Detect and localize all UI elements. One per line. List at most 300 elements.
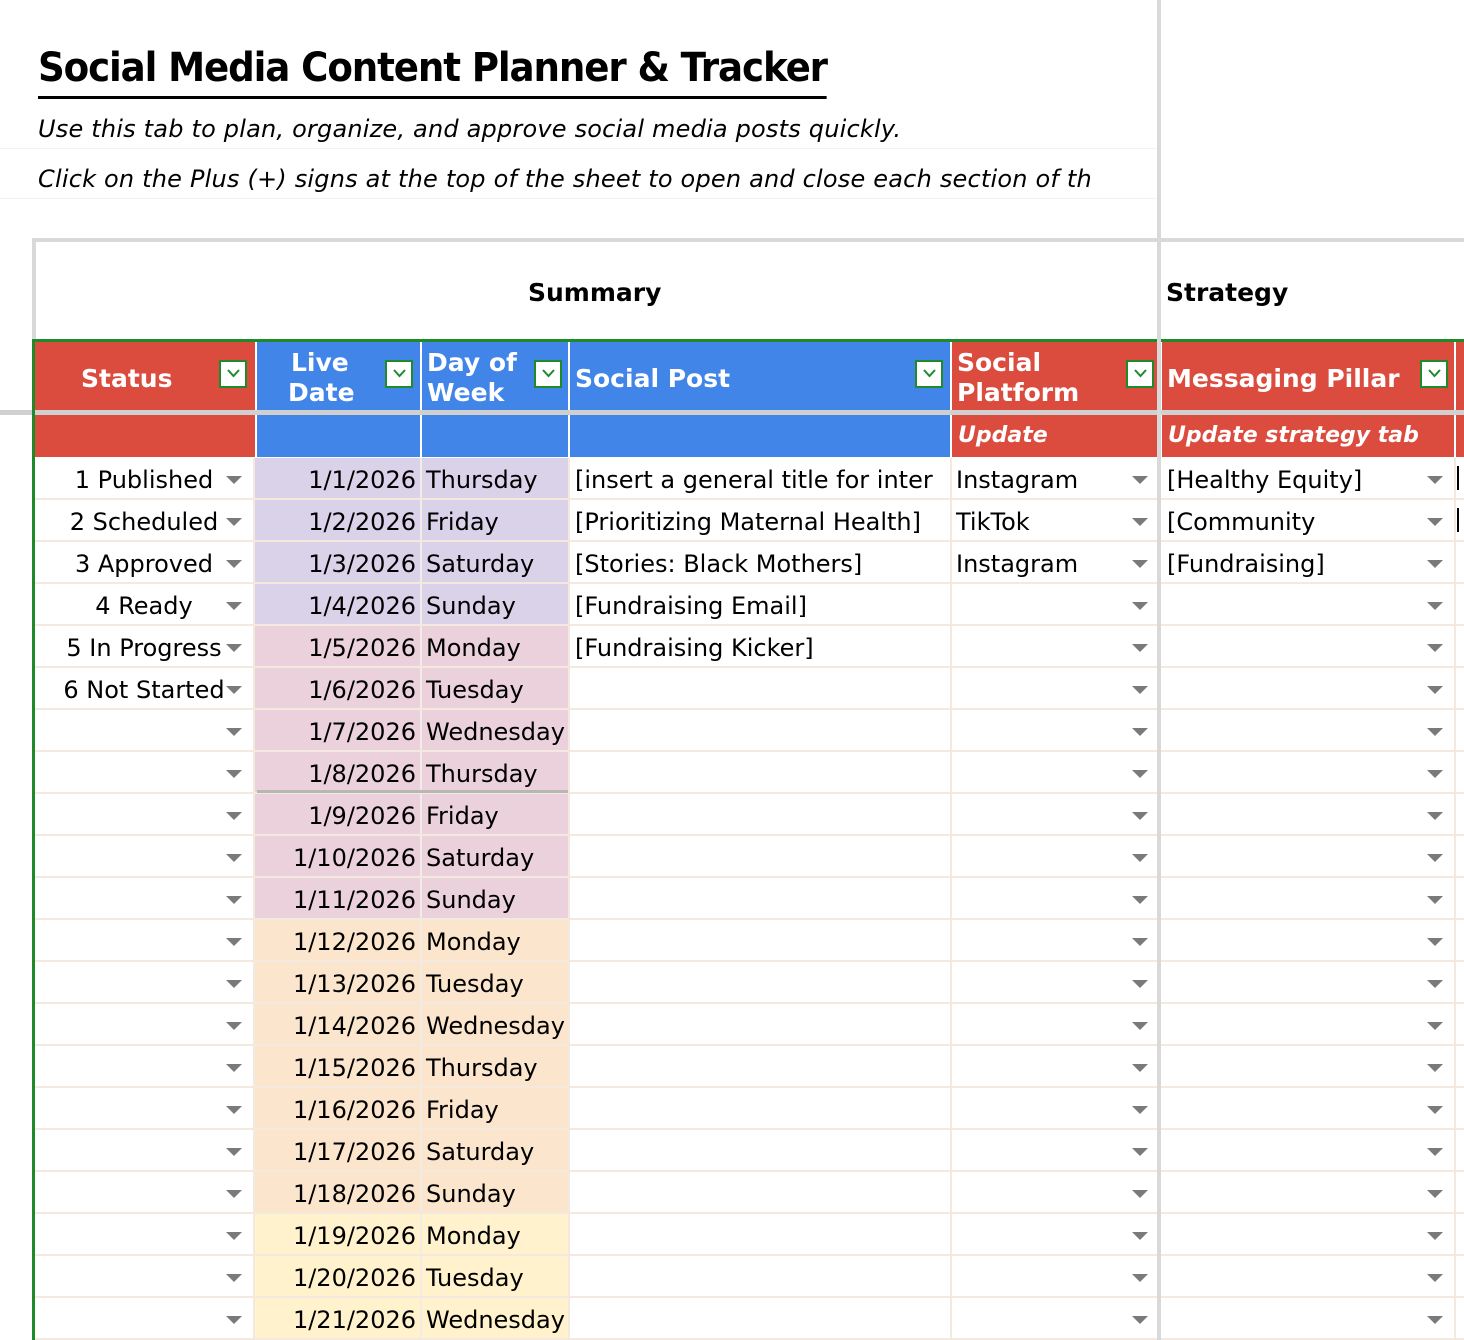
column-divider [950,542,952,584]
dropdown-arrow-icon[interactable] [1427,560,1443,568]
social-platform-cell[interactable] [952,458,1157,498]
dropdown-arrow-icon[interactable] [226,518,242,526]
status-cell[interactable] [35,1130,253,1170]
column-divider [950,710,952,752]
live-date-cell[interactable]: 1/12/2026 [255,920,420,960]
column-divider [253,1214,255,1256]
social-post-cell[interactable] [570,962,950,1002]
dropdown-arrow-icon[interactable] [1132,1106,1148,1114]
column-divider [420,1130,422,1172]
dropdown-arrow-icon[interactable] [1132,1274,1148,1282]
table-row [35,752,1464,794]
dropdown-arrow-icon[interactable] [226,728,242,736]
dropdown-arrow-icon[interactable] [1427,1190,1443,1198]
status-cell[interactable] [35,626,253,666]
dropdown-arrow-icon[interactable] [1427,1316,1443,1324]
day-of-week-cell[interactable]: Wednesday [422,1298,568,1338]
day-of-week-cell[interactable]: Sunday [422,584,568,624]
column-header-label: Day of [427,348,517,377]
messaging-pillar-cell[interactable] [1163,1256,1453,1296]
dropdown-arrow-icon[interactable] [1132,812,1148,820]
dropdown-arrow-icon[interactable] [1427,896,1443,904]
day-of-week-cell[interactable]: Sunday [422,1172,568,1212]
status-cell[interactable] [35,752,253,792]
column-divider [420,668,422,710]
table-row [35,1046,1464,1088]
dropdown-arrow-icon[interactable] [1427,686,1443,694]
status-cell[interactable] [35,668,253,708]
next-column-cell[interactable] [1457,542,1464,582]
dropdown-arrow-icon[interactable] [1132,1232,1148,1240]
column-divider [253,668,255,710]
table-row [35,920,1464,962]
dropdown-arrow-icon[interactable] [1132,980,1148,988]
dropdown-arrow-icon[interactable] [1427,476,1443,484]
column-divider [420,1214,422,1256]
status-cell[interactable] [35,1004,253,1044]
social-platform-cell[interactable] [952,1298,1157,1338]
dropdown-arrow-icon[interactable] [1132,854,1148,862]
messaging-pillar-cell[interactable] [1163,710,1453,750]
day-of-week-cell[interactable]: Tuesday [422,962,568,1002]
column-divider [568,1130,570,1172]
day-of-week-cell[interactable]: Thursday [422,1046,568,1086]
day-of-week-cell[interactable]: Wednesday [422,1004,568,1044]
filter-button-day-of-week[interactable] [534,360,562,388]
status-value: 4 Ready [95,592,193,620]
social-post-cell[interactable] [570,1088,950,1128]
day-of-week-cell[interactable]: Saturday [422,542,568,582]
day-of-week-cell[interactable]: Monday [422,626,568,666]
messaging-pillar-cell[interactable] [1163,878,1453,918]
status-cell[interactable] [35,500,253,540]
column-header-next-partial [1456,342,1464,410]
next-column-cell[interactable] [1457,1088,1464,1128]
status-value: 2 Scheduled [69,508,219,536]
column-divider [950,1130,952,1172]
next-column-cell[interactable] [1457,500,1464,540]
social-post-cell[interactable] [570,668,950,708]
filter-button-status[interactable] [219,360,247,388]
dropdown-arrow-icon[interactable] [1132,1064,1148,1072]
next-column-cell[interactable] [1457,962,1464,1002]
dropdown-arrow-icon[interactable] [226,602,242,610]
live-date-cell[interactable]: 1/2/2026 [255,500,420,540]
social-post-cell[interactable] [570,836,950,876]
dropdown-arrow-icon[interactable] [1132,896,1148,904]
column-divider [420,962,422,1004]
social-post-cell[interactable] [570,1046,950,1086]
day-of-week-cell[interactable]: Friday [422,1088,568,1128]
day-of-week-cell[interactable]: Friday [422,500,568,540]
dropdown-arrow-icon[interactable] [226,812,242,820]
social-post-cell[interactable] [570,1172,950,1212]
social-post-cell[interactable]: [Stories: Black Mothers] [575,550,863,578]
live-date-cell[interactable]: 1/7/2026 [255,710,420,750]
column-divider [568,794,570,836]
dropdown-arrow-icon[interactable] [1427,938,1443,946]
social-platform-cell[interactable] [952,542,1157,582]
column-divider [950,878,952,920]
table-row [35,794,1464,836]
column-divider [568,710,570,752]
group-label-summary: Summary [528,278,662,307]
status-cell[interactable] [35,458,253,498]
day-of-week-cell[interactable]: Friday [422,794,568,834]
day-of-week-cell[interactable]: Sunday [422,878,568,918]
social-post-cell[interactable] [570,878,950,918]
live-date-cell[interactable]: 1/10/2026 [255,836,420,876]
next-column-cell[interactable] [1457,1298,1464,1338]
day-of-week-cell[interactable]: Monday [422,1214,568,1254]
next-column-cell[interactable] [1457,1172,1464,1212]
dropdown-arrow-icon[interactable] [1132,518,1148,526]
table-row [35,542,1464,584]
column-divider [1454,626,1456,668]
truncated-text-mark [1457,508,1459,532]
messaging-pillar-cell[interactable] [1163,1046,1453,1086]
social-platform-cell[interactable] [952,626,1157,666]
messaging-pillar-cell[interactable] [1163,584,1453,624]
dropdown-arrow-icon[interactable] [226,1148,242,1156]
social-platform-cell[interactable] [952,1004,1157,1044]
column-divider [950,1256,952,1298]
messaging-pillar-cell[interactable] [1163,836,1453,876]
next-column-cell[interactable] [1457,1256,1464,1296]
status-cell[interactable] [35,1088,253,1128]
filter-button-live-date[interactable] [385,360,413,388]
messaging-pillar-cell[interactable] [1163,794,1453,834]
filter-button-social-post[interactable] [915,360,943,388]
dropdown-arrow-icon[interactable] [1427,1106,1443,1114]
dropdown-arrow-icon[interactable] [1132,1148,1148,1156]
dropdown-arrow-icon[interactable] [1427,1274,1443,1282]
subheader-next-partial [1456,415,1464,457]
social-platform-cell[interactable] [952,1214,1157,1254]
live-date-cell[interactable]: 1/13/2026 [255,962,420,1002]
dropdown-arrow-icon[interactable] [226,1232,242,1240]
column-divider [1454,920,1456,962]
table-row [35,626,1464,668]
next-column-cell[interactable] [1457,1130,1464,1170]
status-cell[interactable] [35,1214,253,1254]
social-post-cell[interactable] [570,1130,950,1170]
status-cell[interactable] [35,836,253,876]
live-date-cell[interactable]: 1/21/2026 [255,1298,420,1338]
chevron-down-icon [1134,369,1147,378]
filter-button-messaging-pillar[interactable] [1420,360,1448,388]
chevron-down-icon [1428,369,1441,378]
dropdown-arrow-icon[interactable] [1132,686,1148,694]
live-date-cell[interactable]: 1/1/2026 [255,458,420,498]
messaging-pillar-cell[interactable] [1163,458,1453,498]
next-column-cell[interactable] [1457,626,1464,666]
column-divider [1454,1256,1456,1298]
social-post-cell[interactable] [570,752,950,792]
status-cell[interactable] [35,710,253,750]
social-post-cell[interactable]: [Prioritizing Maternal Health] [575,508,922,536]
dropdown-arrow-icon[interactable] [226,896,242,904]
status-cell[interactable] [35,1298,253,1338]
dropdown-arrow-icon[interactable] [1427,644,1443,652]
next-column-cell[interactable] [1457,794,1464,834]
column-divider [568,962,570,1004]
messaging-pillar-cell[interactable] [1163,752,1453,792]
live-date-cell[interactable]: 1/17/2026 [255,1130,420,1170]
social-post-cell[interactable] [570,710,950,750]
column-divider [568,458,570,500]
dropdown-arrow-icon[interactable] [1427,770,1443,778]
column-divider [253,1130,255,1172]
messaging-pillar-cell[interactable] [1163,1088,1453,1128]
next-column-cell[interactable] [1457,1214,1464,1254]
day-of-week-cell[interactable]: Saturday [422,836,568,876]
truncated-text-mark [1457,466,1459,490]
live-date-cell[interactable]: 1/11/2026 [255,878,420,918]
social-post-cell[interactable] [570,920,950,960]
column-divider [950,920,952,962]
day-of-week-cell[interactable]: Tuesday [422,1256,568,1296]
messaging-pillar-cell[interactable] [1163,1130,1453,1170]
messaging-pillar-cell[interactable] [1163,1214,1453,1254]
column-divider [1454,1298,1456,1340]
chevron-down-icon [227,369,240,378]
column-divider [1454,1130,1456,1172]
next-column-cell[interactable] [1457,668,1464,708]
social-platform-cell[interactable] [952,752,1157,792]
column-divider [1454,794,1456,836]
next-column-cell[interactable] [1457,1004,1464,1044]
platform-value: Instagram [956,550,1079,578]
dropdown-arrow-icon[interactable] [226,1022,242,1030]
dropdown-arrow-icon[interactable] [226,476,242,484]
status-value: 5 In Progress [66,634,222,662]
dropdown-arrow-icon[interactable] [1427,602,1443,610]
column-divider [950,626,952,668]
platform-value: TikTok [956,508,1030,536]
dropdown-arrow-icon[interactable] [1132,938,1148,946]
social-platform-cell[interactable] [952,962,1157,1002]
dropdown-arrow-icon[interactable] [226,854,242,862]
next-column-cell[interactable] [1457,710,1464,750]
social-post-cell[interactable] [570,1256,950,1296]
status-cell[interactable] [35,794,253,834]
live-date-cell[interactable]: 1/5/2026 [255,626,420,666]
day-of-week-cell[interactable]: Saturday [422,1130,568,1170]
day-of-week-cell[interactable]: Thursday [422,752,568,792]
social-platform-cell[interactable] [952,710,1157,750]
live-date-cell[interactable]: 1/16/2026 [255,1088,420,1128]
column-header-social-post [570,342,950,410]
messaging-pillar-cell[interactable] [1163,1172,1453,1212]
column-divider [253,1004,255,1046]
status-cell[interactable] [35,962,253,1002]
dropdown-arrow-icon[interactable] [226,1190,242,1198]
social-post-cell[interactable] [570,1214,950,1254]
selection-border-left [32,339,35,1340]
live-date-cell[interactable]: 1/18/2026 [255,1172,420,1212]
gridline [0,148,1160,149]
column-divider [420,542,422,584]
social-post-cell[interactable]: [insert a general title for inter [575,466,933,494]
dropdown-arrow-icon[interactable] [1132,476,1148,484]
messaging-pillar-cell[interactable] [1163,1004,1453,1044]
next-column-cell[interactable] [1457,752,1464,792]
status-cell[interactable] [35,542,253,582]
social-post-cell[interactable] [570,1298,950,1338]
table-row [35,962,1464,1004]
messaging-pillar-cell[interactable] [1163,626,1453,666]
status-cell[interactable] [35,920,253,960]
column-divider [568,836,570,878]
status-cell[interactable] [35,1172,253,1212]
social-platform-cell[interactable] [952,878,1157,918]
live-date-cell[interactable]: 1/9/2026 [255,794,420,834]
next-column-cell[interactable] [1457,878,1464,918]
dropdown-arrow-icon[interactable] [1132,1190,1148,1198]
dropdown-arrow-icon[interactable] [226,770,242,778]
dropdown-arrow-icon[interactable] [226,1106,242,1114]
column-divider [950,1214,952,1256]
column-divider [950,1298,952,1340]
dropdown-arrow-icon[interactable] [1132,1316,1148,1324]
dropdown-arrow-icon[interactable] [1427,854,1443,862]
live-date-cell[interactable]: 1/14/2026 [255,1004,420,1044]
social-platform-cell[interactable] [952,1130,1157,1170]
day-of-week-cell[interactable]: Tuesday [422,668,568,708]
social-platform-cell[interactable] [952,1172,1157,1212]
social-post-cell[interactable] [570,1004,950,1044]
table-row [35,668,1464,710]
column-divider [1454,752,1456,794]
column-divider [568,1088,570,1130]
messaging-pillar-cell[interactable] [1163,542,1453,582]
table-row [35,1298,1464,1340]
chevron-down-icon [923,369,936,378]
instruction-text-2: Click on the Plus (+) signs at the top of the sheet to open and close each section of th [38,165,1092,193]
dropdown-arrow-icon[interactable] [226,686,242,694]
dropdown-arrow-icon[interactable] [1427,1064,1443,1072]
social-platform-cell[interactable] [952,920,1157,960]
social-platform-cell[interactable] [952,836,1157,876]
social-platform-cell[interactable] [952,1256,1157,1296]
dropdown-arrow-icon[interactable] [1132,770,1148,778]
dropdown-arrow-icon[interactable] [1427,1148,1443,1156]
dropdown-arrow-icon[interactable] [226,1274,242,1282]
next-column-cell[interactable] [1457,584,1464,624]
status-cell[interactable] [35,584,253,624]
table-row [35,1130,1464,1172]
table-row [35,1214,1464,1256]
dropdown-arrow-icon[interactable] [1132,1022,1148,1030]
social-post-cell[interactable]: [Fundraising Email] [575,592,807,620]
next-column-cell[interactable] [1457,1046,1464,1086]
column-divider [420,584,422,626]
sheet-title: Social Media Content Planner & Tracker [38,40,827,99]
column-divider [420,1046,422,1088]
live-date-cell[interactable]: 1/19/2026 [255,1214,420,1254]
social-platform-cell[interactable] [952,1046,1157,1086]
dropdown-arrow-icon[interactable] [1427,728,1443,736]
live-date-cell[interactable]: 1/6/2026 [255,668,420,708]
column-divider [568,584,570,626]
dropdown-arrow-icon[interactable] [1132,728,1148,736]
column-divider [568,1046,570,1088]
dropdown-arrow-icon[interactable] [1132,644,1148,652]
column-divider [253,1256,255,1298]
live-date-cell[interactable]: 1/3/2026 [255,542,420,582]
dropdown-arrow-icon[interactable] [1427,812,1443,820]
messaging-pillar-cell[interactable] [1163,920,1453,960]
dropdown-arrow-icon[interactable] [226,560,242,568]
dropdown-arrow-icon[interactable] [1132,560,1148,568]
column-divider [253,500,255,542]
column-divider [420,794,422,836]
social-post-cell[interactable]: [Fundraising Kicker] [575,634,814,662]
table-row [35,1088,1464,1130]
messaging-pillar-cell[interactable] [1163,962,1453,1002]
live-date-cell[interactable]: 1/15/2026 [255,1046,420,1086]
social-platform-cell[interactable] [952,1088,1157,1128]
dropdown-arrow-icon[interactable] [1132,602,1148,610]
column-divider [253,710,255,752]
dropdown-arrow-icon[interactable] [226,1064,242,1072]
column-header-label: Platform [957,378,1080,407]
dropdown-arrow-icon[interactable] [226,1316,242,1324]
dropdown-arrow-icon[interactable] [226,644,242,652]
filter-button-social-platform[interactable] [1126,360,1154,388]
column-divider [253,1172,255,1214]
messaging-pillar-cell[interactable] [1163,668,1453,708]
column-divider [1454,500,1456,542]
messaging-pillar-cell[interactable] [1163,1298,1453,1338]
status-value: 6 Not Started [63,676,225,704]
live-date-cell[interactable]: 1/20/2026 [255,1256,420,1296]
dropdown-arrow-icon[interactable] [226,980,242,988]
column-divider [950,1004,952,1046]
frozen-column-divider[interactable] [1157,0,1161,1340]
next-column-cell[interactable] [1457,920,1464,960]
dropdown-arrow-icon[interactable] [1427,980,1443,988]
social-post-cell[interactable] [570,794,950,834]
social-platform-cell[interactable] [952,668,1157,708]
social-platform-cell[interactable] [952,500,1157,540]
column-divider [950,584,952,626]
day-of-week-cell[interactable]: Monday [422,920,568,960]
group-label-strategy: Strategy [1166,278,1289,307]
messaging-pillar-cell[interactable] [1163,500,1453,540]
dropdown-arrow-icon[interactable] [1427,1022,1443,1030]
status-cell[interactable] [35,1046,253,1086]
column-divider [253,584,255,626]
social-platform-cell[interactable] [952,584,1157,624]
dropdown-arrow-icon[interactable] [1427,1232,1443,1240]
column-divider [950,962,952,1004]
column-divider [950,1088,952,1130]
live-date-cell[interactable]: 1/8/2026 [255,752,420,792]
next-column-cell[interactable] [1457,458,1464,498]
status-cell[interactable] [35,1256,253,1296]
status-cell[interactable] [35,878,253,918]
next-column-cell[interactable] [1457,836,1464,876]
day-of-week-cell[interactable]: Thursday [422,458,568,498]
dropdown-arrow-icon[interactable] [1427,518,1443,526]
pillar-value: [Fundraising] [1167,550,1325,578]
dropdown-arrow-icon[interactable] [226,938,242,946]
day-of-week-cell[interactable]: Wednesday [422,710,568,750]
social-platform-cell[interactable] [952,794,1157,834]
live-date-cell[interactable]: 1/4/2026 [255,584,420,624]
